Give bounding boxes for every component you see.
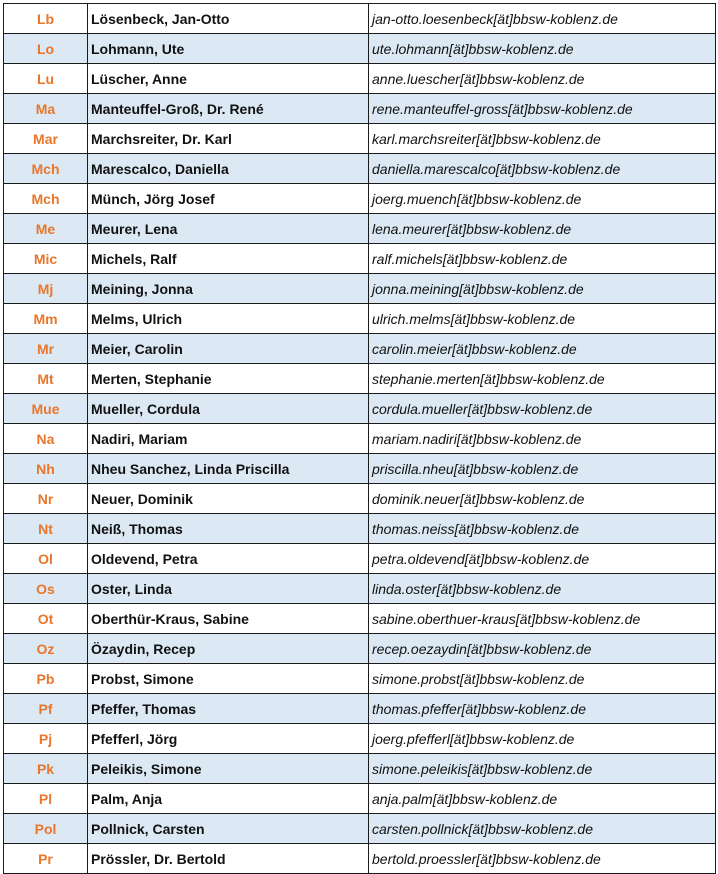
staff-code-cell: Mch [4,154,88,184]
staff-code-cell: Lu [4,64,88,94]
staff-name-cell: Münch, Jörg Josef [88,184,369,214]
table-row [4,4,716,34]
staff-email-cell: linda.oster[ät]bbsw-koblenz.de [369,574,716,604]
staff-name-cell: Meining, Jonna [88,274,369,304]
staff-code-cell: Pk [4,754,88,784]
staff-code-cell: Nt [4,514,88,544]
staff-name-cell: Michels, Ralf [88,244,369,274]
table-row [4,514,716,544]
staff-email-cell: joerg.muench[ät]bbsw-koblenz.de [369,184,716,214]
staff-name-cell: Neuer, Dominik [88,484,369,514]
staff-code-cell: Lb [4,4,88,34]
staff-name-cell: Pollnick, Carsten [88,814,369,844]
table-row [4,214,716,244]
staff-name-cell: Probst, Simone [88,664,369,694]
staff-name-cell: Marchsreiter, Dr. Karl [88,124,369,154]
staff-code-cell: Lo [4,34,88,64]
staff-code-cell: Ot [4,604,88,634]
staff-name-cell: Lüscher, Anne [88,64,369,94]
staff-name-cell: Oldevend, Petra [88,544,369,574]
staff-code-cell: Mj [4,274,88,304]
table-row [4,454,716,484]
table-row [4,304,716,334]
staff-name-cell: Prössler, Dr. Bertold [88,844,369,874]
table-row [4,784,716,814]
staff-email-cell: karl.marchsreiter[ät]bbsw-koblenz.de [369,124,716,154]
table-row [4,124,716,154]
staff-email-cell: priscilla.nheu[ät]bbsw-koblenz.de [369,454,716,484]
staff-table [3,3,716,874]
table-row [4,634,716,664]
table-row [4,664,716,694]
table-row [4,604,716,634]
staff-name-cell: Pfefferl, Jörg [88,724,369,754]
staff-email-cell: thomas.neiss[ät]bbsw-koblenz.de [369,514,716,544]
staff-code-cell: Mic [4,244,88,274]
staff-code-cell: Mr [4,334,88,364]
staff-code-cell: Pj [4,724,88,754]
staff-code-cell: Na [4,424,88,454]
staff-code-cell: Pl [4,784,88,814]
staff-email-cell: rene.manteuffel-gross[ät]bbsw-koblenz.de [369,94,716,124]
staff-code-cell: Ol [4,544,88,574]
table-row [4,154,716,184]
staff-email-cell: stephanie.merten[ät]bbsw-koblenz.de [369,364,716,394]
table-row [4,484,716,514]
staff-name-cell: Neiß, Thomas [88,514,369,544]
staff-email-cell: ute.lohmann[ät]bbsw-koblenz.de [369,34,716,64]
staff-name-cell: Oster, Linda [88,574,369,604]
table-row [4,814,716,844]
staff-name-cell: Palm, Anja [88,784,369,814]
staff-email-cell: jonna.meining[ät]bbsw-koblenz.de [369,274,716,304]
staff-name-cell: Peleikis, Simone [88,754,369,784]
staff-email-cell: jan-otto.loesenbeck[ät]bbsw-koblenz.de [369,4,716,34]
table-row [4,274,716,304]
staff-code-cell: Mm [4,304,88,334]
table-row [4,394,716,424]
table-row [4,244,716,274]
staff-name-cell: Meurer, Lena [88,214,369,244]
staff-code-cell: Mar [4,124,88,154]
staff-code-cell: Pb [4,664,88,694]
staff-code-cell: Mch [4,184,88,214]
staff-name-cell: Özaydin, Recep [88,634,369,664]
staff-email-cell: ralf.michels[ät]bbsw-koblenz.de [369,244,716,274]
staff-email-cell: anja.palm[ät]bbsw-koblenz.de [369,784,716,814]
staff-table-body [4,4,716,874]
staff-email-cell: carsten.pollnick[ät]bbsw-koblenz.de [369,814,716,844]
staff-email-cell: bertold.proessler[ät]bbsw-koblenz.de [369,844,716,874]
staff-email-cell: thomas.pfeffer[ät]bbsw-koblenz.de [369,694,716,724]
staff-code-cell: Pf [4,694,88,724]
staff-email-cell: simone.probst[ät]bbsw-koblenz.de [369,664,716,694]
staff-name-cell: Meier, Carolin [88,334,369,364]
staff-code-cell: Me [4,214,88,244]
staff-name-cell: Manteuffel-Groß, Dr. René [88,94,369,124]
staff-code-cell: Nh [4,454,88,484]
staff-name-cell: Nheu Sanchez, Linda Priscilla [88,454,369,484]
staff-code-cell: Mt [4,364,88,394]
staff-code-cell: Os [4,574,88,604]
table-row [4,94,716,124]
table-row [4,64,716,94]
staff-email-cell: lena.meurer[ät]bbsw-koblenz.de [369,214,716,244]
staff-name-cell: Lohmann, Ute [88,34,369,64]
table-row [4,694,716,724]
staff-name-cell: Nadiri, Mariam [88,424,369,454]
table-row [4,364,716,394]
staff-name-cell: Mueller, Cordula [88,394,369,424]
staff-code-cell: Mue [4,394,88,424]
staff-code-cell: Oz [4,634,88,664]
staff-code-cell: Pr [4,844,88,874]
table-row [4,424,716,454]
staff-email-cell: carolin.meier[ät]bbsw-koblenz.de [369,334,716,364]
staff-name-cell: Marescalco, Daniella [88,154,369,184]
staff-code-cell: Pol [4,814,88,844]
staff-name-cell: Pfeffer, Thomas [88,694,369,724]
staff-email-cell: joerg.pfefferl[ät]bbsw-koblenz.de [369,724,716,754]
table-row [4,34,716,64]
staff-email-cell: simone.peleikis[ät]bbsw-koblenz.de [369,754,716,784]
table-row [4,754,716,784]
table-row [4,574,716,604]
staff-email-cell: dominik.neuer[ät]bbsw-koblenz.de [369,484,716,514]
staff-email-cell: ulrich.melms[ät]bbsw-koblenz.de [369,304,716,334]
staff-email-cell: petra.oldevend[ät]bbsw-koblenz.de [369,544,716,574]
staff-name-cell: Merten, Stephanie [88,364,369,394]
staff-email-cell: anne.luescher[ät]bbsw-koblenz.de [369,64,716,94]
staff-name-cell: Lösenbeck, Jan-Otto [88,4,369,34]
staff-name-cell: Oberthür-Kraus, Sabine [88,604,369,634]
staff-code-cell: Nr [4,484,88,514]
staff-email-cell: sabine.oberthuer-kraus[ät]bbsw-koblenz.de [369,604,716,634]
staff-email-cell: daniella.marescalco[ät]bbsw-koblenz.de [369,154,716,184]
staff-email-cell: mariam.nadiri[ät]bbsw-koblenz.de [369,424,716,454]
table-row [4,544,716,574]
staff-email-cell: cordula.mueller[ät]bbsw-koblenz.de [369,394,716,424]
staff-email-cell: recep.oezaydin[ät]bbsw-koblenz.de [369,634,716,664]
table-row [4,334,716,364]
staff-code-cell: Ma [4,94,88,124]
table-row [4,724,716,754]
staff-name-cell: Melms, Ulrich [88,304,369,334]
table-row [4,184,716,214]
table-row [4,844,716,874]
